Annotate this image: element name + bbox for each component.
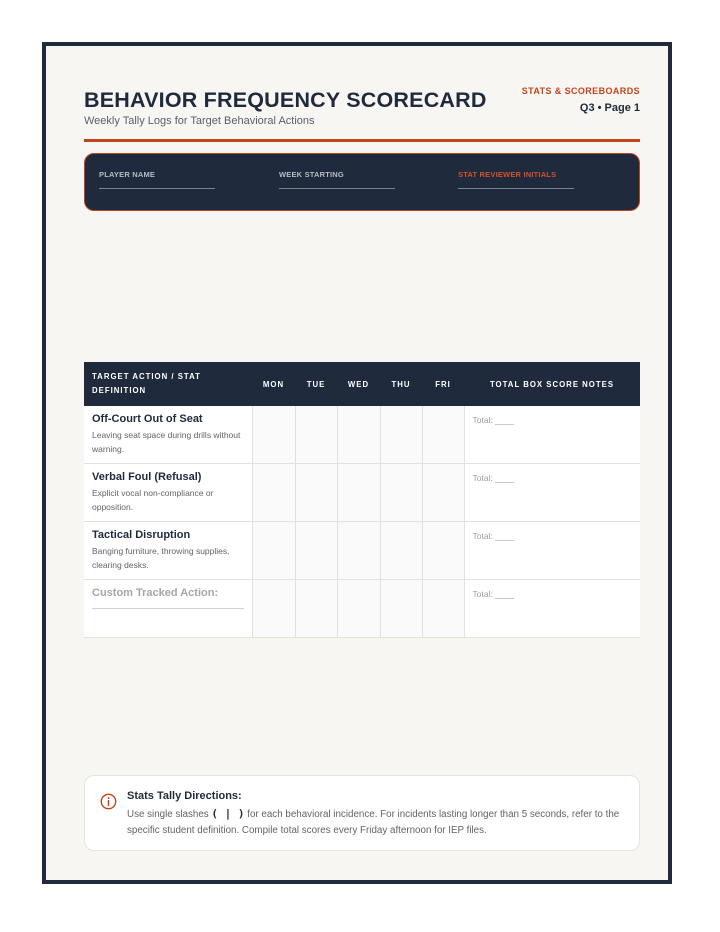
total-label: Total: ____ <box>472 415 515 425</box>
directions-title: Stats Tally Directions: <box>127 790 242 802</box>
week-starting-line[interactable] <box>279 188 395 189</box>
tally-mark-glyph: ( | ) <box>211 807 245 820</box>
tally-cell-thu[interactable] <box>380 406 422 464</box>
tally-cell-tue[interactable] <box>295 580 337 638</box>
header-thu: THU <box>380 362 422 406</box>
action-title: Tactical Disruption <box>92 529 191 541</box>
tally-cell-wed[interactable] <box>337 464 380 522</box>
tally-cell-fri[interactable] <box>422 464 464 522</box>
tally-cell-thu[interactable] <box>380 464 422 522</box>
tally-cell-mon[interactable] <box>252 580 295 638</box>
player-name-line[interactable] <box>99 188 215 189</box>
category-label: STATS & SCOREBOARDS <box>521 86 640 96</box>
header-mon: MON <box>252 362 295 406</box>
custom-action-title: Custom Tracked Action: <box>92 587 219 599</box>
custom-action-line[interactable] <box>92 608 244 609</box>
total-notes-cell[interactable] <box>464 464 640 522</box>
total-label: Total: ____ <box>472 589 515 599</box>
page-subtitle: Weekly Tally Logs for Target Behavioral Actions <box>84 115 315 127</box>
total-notes-cell[interactable] <box>464 406 640 464</box>
tally-cell-wed[interactable] <box>337 580 380 638</box>
total-label: Total: ____ <box>472 473 515 483</box>
action-definition-cell <box>84 406 252 464</box>
week-starting-field[interactable] <box>279 170 397 189</box>
header-fri: FRI <box>422 362 464 406</box>
table-header-row <box>84 362 640 406</box>
directions-text <box>127 806 627 838</box>
action-title: Verbal Foul (Refusal) <box>92 471 202 483</box>
custom-action-row <box>84 580 640 638</box>
tally-cell-tue[interactable] <box>295 464 337 522</box>
directions-text-end: for each behavioral incidence. For incidents lasting longer than 5 seconds, refer to the specific student definition. Compile total scores every Friday afternoon for IEP files. <box>127 809 620 836</box>
player-name-label: PLAYER NAME <box>99 170 156 179</box>
reviewer-initials-field[interactable] <box>458 170 576 189</box>
info-circle-icon <box>100 793 117 810</box>
week-starting-label: WEEK STARTING <box>279 170 344 179</box>
tally-cell-thu[interactable] <box>380 580 422 638</box>
tally-cell-tue[interactable] <box>295 522 337 580</box>
custom-action-cell[interactable] <box>84 580 252 638</box>
table-row <box>84 522 640 580</box>
tally-cell-fri[interactable] <box>422 406 464 464</box>
table-row <box>84 464 640 522</box>
tally-cell-mon[interactable] <box>252 464 295 522</box>
reviewer-initials-label: STAT REVIEWER INITIALS <box>458 170 557 179</box>
tally-cell-tue[interactable] <box>295 406 337 464</box>
scorecard-page <box>42 42 672 884</box>
header-tue: TUE <box>295 362 337 406</box>
tally-cell-mon[interactable] <box>252 522 295 580</box>
table-row <box>84 406 640 464</box>
action-description: Leaving seat space during drills without warning. <box>92 430 241 454</box>
directions-box <box>84 775 640 851</box>
page-title: BEHAVIOR FREQUENCY SCORECARD <box>84 88 487 112</box>
tally-cell-fri[interactable] <box>422 522 464 580</box>
tally-cell-mon[interactable] <box>252 406 295 464</box>
header-wed: WED <box>337 362 380 406</box>
page-number: Q3 • Page 1 <box>579 102 640 114</box>
tally-cell-thu[interactable] <box>380 522 422 580</box>
total-label: Total: ____ <box>472 531 515 541</box>
header-divider <box>84 139 640 142</box>
reviewer-initials-line[interactable] <box>458 188 574 189</box>
total-notes-cell[interactable] <box>464 580 640 638</box>
action-description: Explicit vocal non-compliance or opposition. <box>92 488 214 512</box>
definition-header: TARGET ACTION / STAT DEFINITION <box>84 362 252 406</box>
tally-cell-wed[interactable] <box>337 406 380 464</box>
action-definition-cell <box>84 464 252 522</box>
tally-table <box>84 362 640 638</box>
action-description: Banging furniture, throwing supplies, clearing desks. <box>92 546 230 570</box>
total-notes-cell[interactable] <box>464 522 640 580</box>
directions-text-start: Use single slashes <box>127 809 212 820</box>
tally-cell-fri[interactable] <box>422 580 464 638</box>
action-definition-cell <box>84 522 252 580</box>
notes-header: TOTAL BOX SCORE NOTES <box>464 362 640 406</box>
tally-cell-wed[interactable] <box>337 522 380 580</box>
header-meta <box>522 86 640 114</box>
student-info-panel <box>84 153 640 211</box>
player-name-field[interactable] <box>99 170 217 189</box>
action-title: Off-Court Out of Seat <box>92 413 203 425</box>
